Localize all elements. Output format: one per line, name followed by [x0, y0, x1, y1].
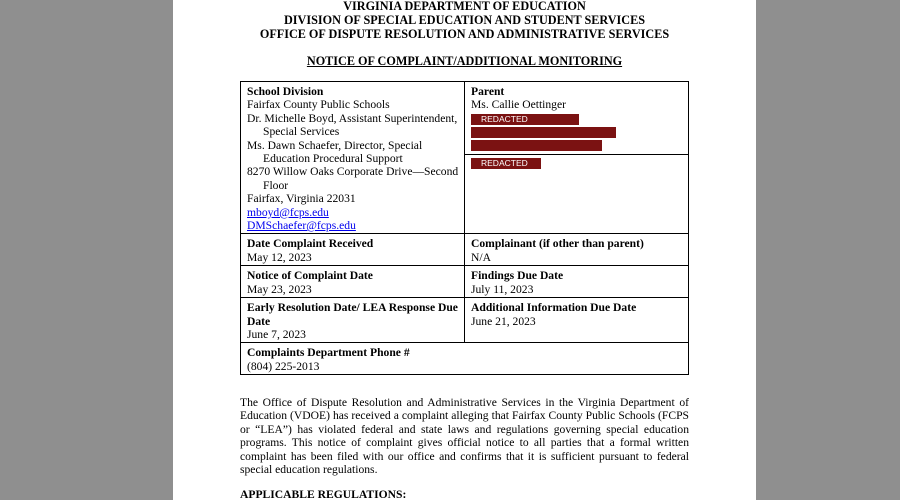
- phone-label: Complaints Department Phone #: [247, 346, 410, 360]
- phone-cell: [241, 343, 689, 375]
- header-department: VIRGINIA DEPARTMENT OF EDUCATION: [343, 0, 586, 13]
- parent-cell: [465, 82, 689, 155]
- contact-schaefer-title: Education Procedural Support: [263, 152, 403, 166]
- date-received-cell: [241, 234, 465, 266]
- findings-label: Findings Due Date: [471, 269, 564, 283]
- notice-date-value: May 23, 2023: [247, 282, 312, 296]
- findings-cell: [465, 266, 689, 298]
- header-division: DIVISION OF SPECIAL EDUCATION AND STUDENT SERVICES: [284, 13, 645, 27]
- document-page: [173, 0, 756, 500]
- address-street: 8270 Willow Oaks Corporate Drive—Second: [247, 165, 459, 179]
- parent-name: Ms. Callie Oettinger: [471, 98, 566, 112]
- contact-schaefer: Ms. Dawn Schaefer, Director, Special: [247, 138, 423, 152]
- address-floor: Floor: [263, 178, 289, 192]
- early-resolution-cell: [241, 298, 465, 343]
- complaint-info-table: [240, 81, 689, 375]
- additional-info-value: June 21, 2023: [471, 314, 536, 328]
- contact-boyd-title: Special Services: [263, 125, 340, 139]
- findings-value: July 11, 2023: [471, 282, 534, 296]
- notice-date-cell: [241, 266, 465, 298]
- school-name: Fairfax County Public Schools: [247, 98, 390, 112]
- complainant-value: N/A: [471, 250, 491, 264]
- early-resolution-value: June 7, 2023: [247, 327, 306, 341]
- redaction-bar: [471, 127, 616, 138]
- email-schaefer-link[interactable]: DMSchaefer@fcps.edu: [247, 219, 356, 233]
- date-received-label: Date Complaint Received: [247, 237, 374, 251]
- phone-value: (804) 225-2013: [247, 359, 320, 373]
- additional-info-label: Additional Information Due Date: [471, 301, 637, 315]
- header-office: OFFICE OF DISPUTE RESOLUTION AND ADMINISTRATIVE SERVICES: [259, 27, 670, 41]
- date-received-value: May 12, 2023: [247, 250, 312, 264]
- notice-title: NOTICE OF COMPLAINT/ADDITIONAL MONITORING: [306, 54, 623, 68]
- complainant-label: Complainant (if other than parent): [471, 237, 644, 251]
- parent-contact-cell: [465, 154, 689, 234]
- applicable-regulations-heading: APPLICABLE REGULATIONS:: [240, 488, 407, 500]
- notice-paragraph: The Office of Dispute Resolution and Administrative Services in the Virginia Department of Education (VDOE) has received a complaint alleging that Fairfax County Public Schools (FCPS or “LEA”) has violated federal and state laws and regulations governing special education programs. This notice of complaint gives official notice to all parties that a formal written complaint has been filed with our office and confirms that it is sufficient pursuant to federal special education regulations.: [240, 396, 689, 477]
- redaction-bar: [471, 140, 602, 151]
- notice-date-label: Notice of Complaint Date: [247, 269, 373, 283]
- contact-boyd: Dr. Michelle Boyd, Assistant Superintendent,: [247, 111, 458, 125]
- redaction-bar: REDACTED: [471, 114, 579, 125]
- school-division-cell: [241, 82, 465, 234]
- additional-info-cell: [465, 298, 689, 343]
- parent-label: Parent: [471, 85, 505, 98]
- redaction-bar: REDACTED: [471, 158, 541, 169]
- email-boyd-link[interactable]: mboyd@fcps.edu: [247, 205, 329, 219]
- complainant-cell: [465, 234, 689, 266]
- address-city: Fairfax, Virginia 22031: [247, 192, 356, 206]
- school-division-label: School Division: [247, 85, 324, 98]
- early-resolution-label: Early Resolution Date/ LEA Response Due Date: [247, 301, 458, 328]
